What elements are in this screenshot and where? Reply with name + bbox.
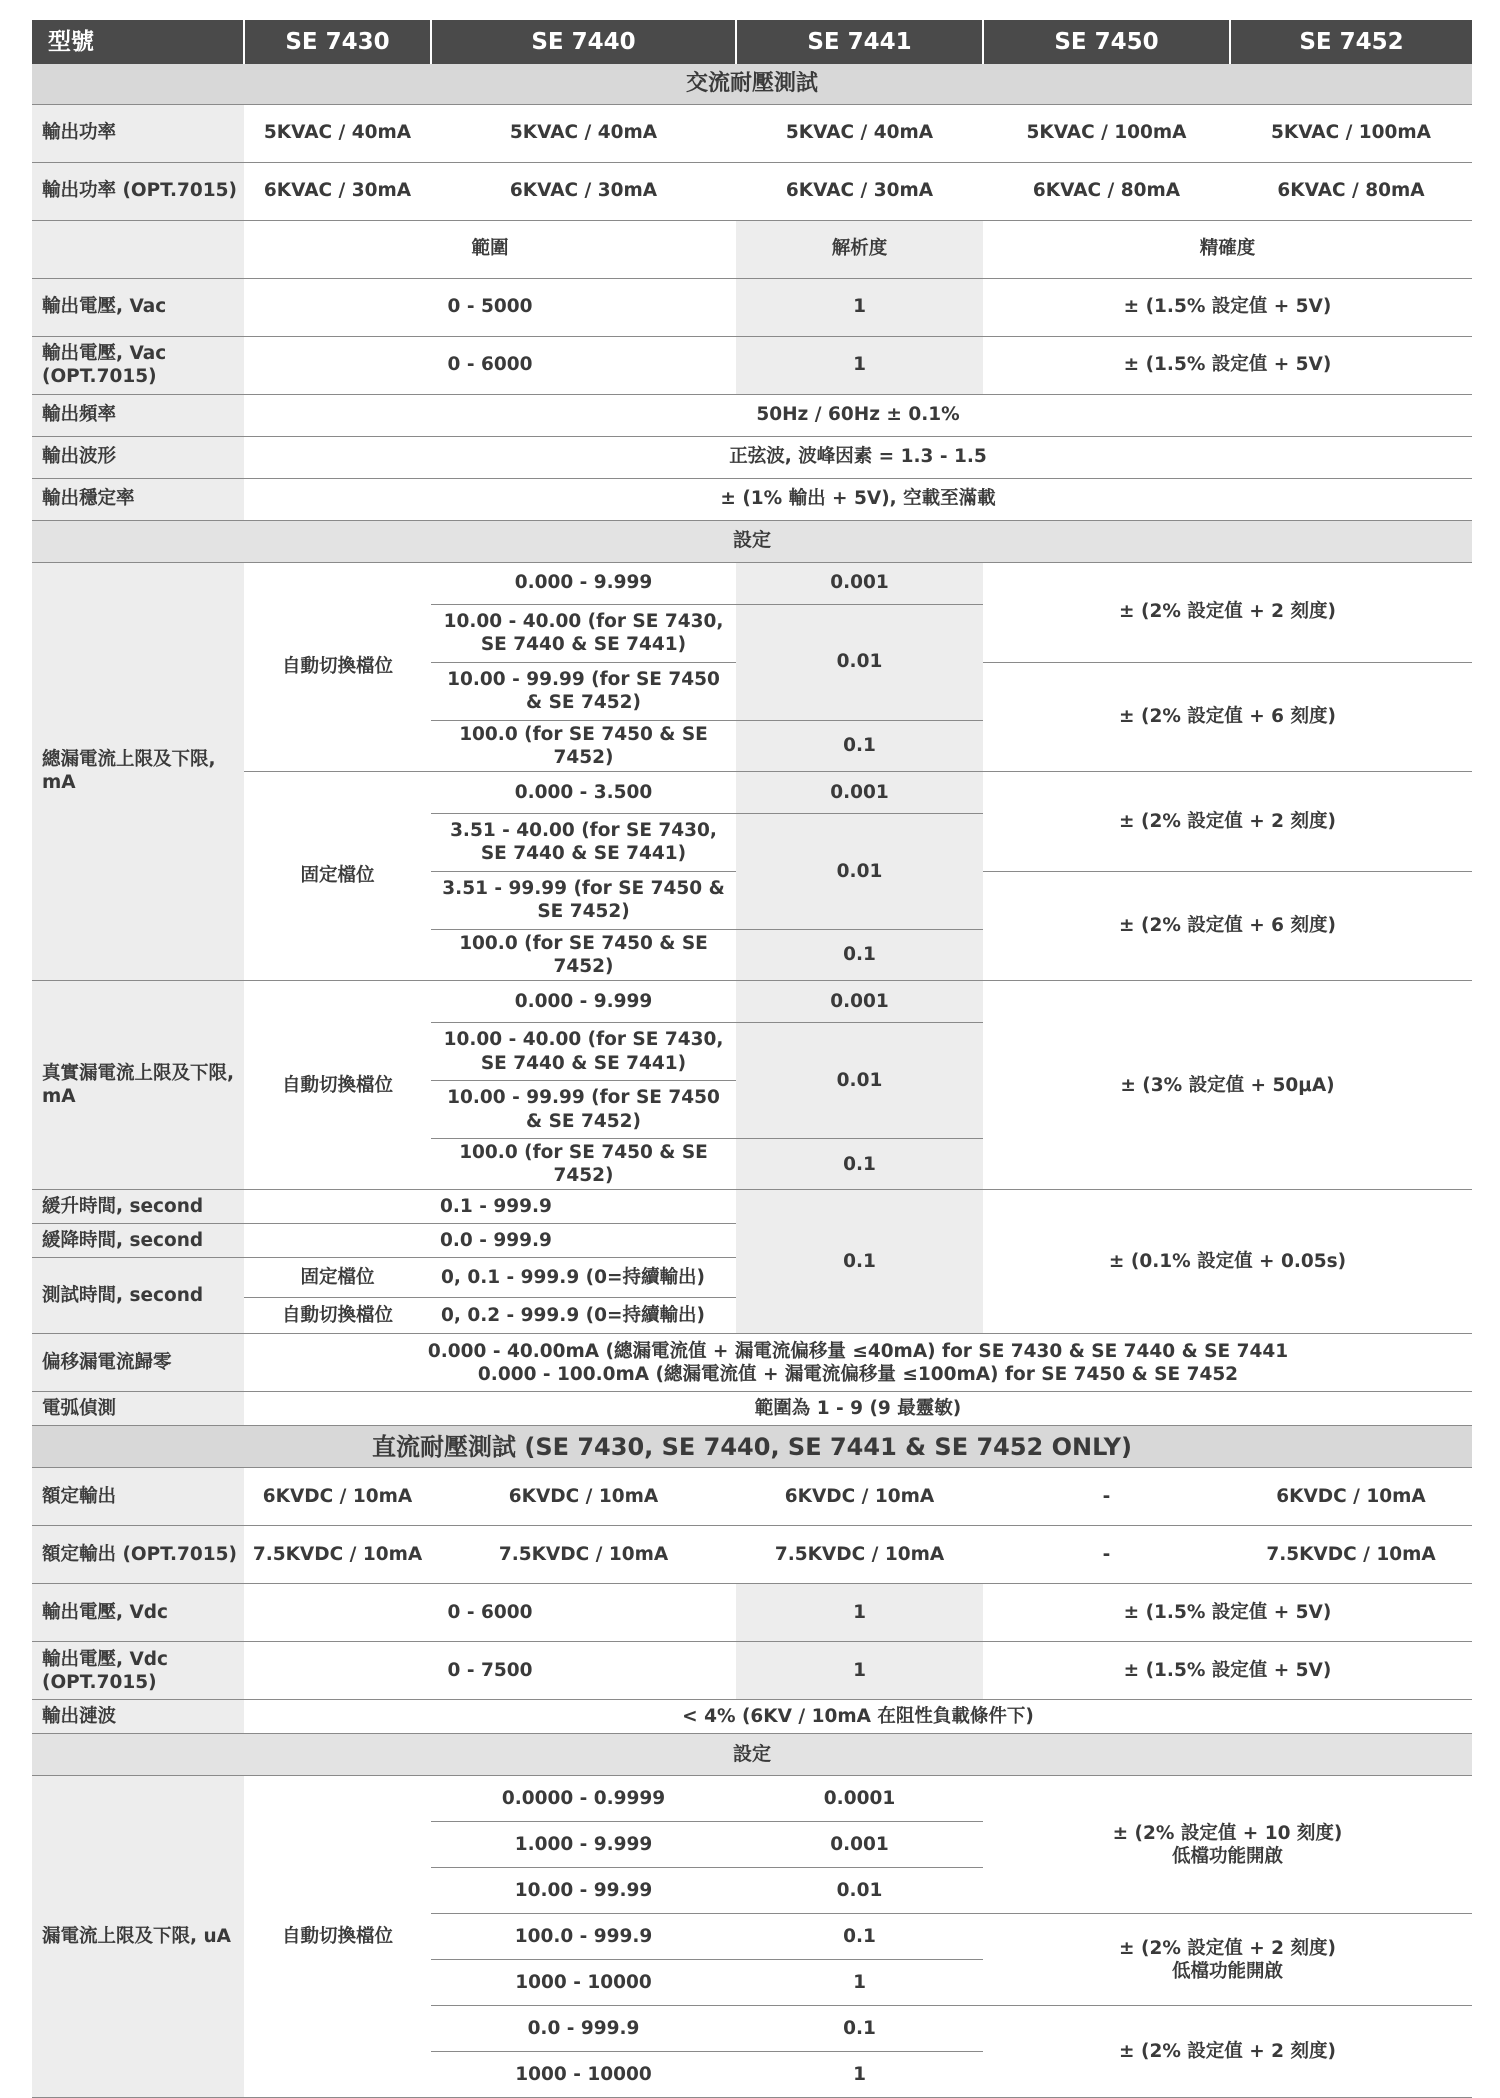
accuracy-value: ± (2% 設定值 + 2 刻度) <box>983 771 1472 871</box>
dc-voltage-opt-row <box>32 1642 1472 1700</box>
cell-value: 7.5KVDC / 10mA <box>736 1526 983 1584</box>
merged-value: < 4% (6KV / 10mA 在阻性負載條件下) <box>244 1700 1472 1734</box>
accuracy-value: ± (2% 設定值 + 2 刻度) <box>983 2006 1472 2098</box>
cell-value: 6KVAC / 30mA <box>431 162 736 220</box>
row-label: 輸出頻率 <box>32 394 244 436</box>
range-value: 0, 0.1 - 999.9 (0=持續輸出) <box>431 1258 736 1298</box>
row-label: 漏電流上限及下限, uA <box>32 1776 244 2098</box>
ac-waveform-row <box>32 436 1472 478</box>
range-value: 10.00 - 40.00 (for SE 7430, SE 7440 & SE 7441) <box>431 1023 736 1081</box>
accuracy-value: ± (0.1% 設定值 + 0.05s) <box>983 1190 1472 1334</box>
dc-output-row <box>32 1468 1472 1526</box>
resolution-value: 1 <box>736 1960 983 2006</box>
range-value: 0.000 - 3.500 <box>431 771 736 813</box>
range-value: 3.51 - 99.99 (for SE 7450 & SE 7452) <box>431 871 736 929</box>
ac-power-row <box>32 104 1472 162</box>
cell-value: 6KVAC / 30mA <box>736 162 983 220</box>
cell-value: 6KVDC / 10mA <box>244 1468 431 1526</box>
ac-section-title: 交流耐壓測試 <box>32 64 1472 104</box>
row-label: 電弧偵測 <box>32 1392 244 1426</box>
offset-row <box>32 1334 1472 1392</box>
cell-value: 5KVAC / 100mA <box>983 104 1230 162</box>
accuracy-line: 低檔功能開啟 <box>1171 1845 1283 1867</box>
ac-voltage-opt-row <box>32 336 1472 394</box>
resolution-value: 1 <box>736 1584 983 1642</box>
cell-value: - <box>983 1468 1230 1526</box>
fixed-range-label: 固定檔位 <box>244 1258 431 1298</box>
resolution-value: 0.1 <box>736 720 983 771</box>
range-value: 0 - 5000 <box>244 278 736 336</box>
resolution-value: 0.1 <box>736 1914 983 1960</box>
auto-range-label: 自動切換檔位 <box>244 1298 431 1334</box>
row-label: 輸出電壓, Vac (OPT.7015) <box>32 336 244 394</box>
model-se7441: SE 7441 <box>736 20 983 64</box>
offset-line-1: 0.000 - 40.00mA (總漏電流值 + 漏電流偏移量 ≤40mA) for SE 7430 & SE 7440 & SE 7441 <box>427 1340 1289 1362</box>
range-value: 1.000 - 9.999 <box>431 1822 736 1868</box>
range-value: 10.00 - 99.99 (for SE 7450 & SE 7452) <box>431 1081 736 1139</box>
ac-power-opt-row <box>32 162 1472 220</box>
dc-settings-title: 設定 <box>32 1734 1472 1776</box>
accuracy-line: ± (2% 設定值 + 2 刻度) <box>1119 1937 1336 1959</box>
row-label: 總漏電流上限及下限, mA <box>32 562 244 981</box>
row-label: 額定輸出 (OPT.7015) <box>32 1526 244 1584</box>
range-value: 0.1 - 999.9 <box>244 1190 736 1224</box>
offset-line-2: 0.000 - 100.0mA (總漏電流值 + 漏電流偏移量 ≤100mA) for SE 7450 & SE 7452 <box>477 1363 1239 1385</box>
range-value: 0.0 - 999.9 <box>244 1224 736 1258</box>
cell-value: 5KVAC / 40mA <box>736 104 983 162</box>
dc-leak-row <box>32 1776 1472 1822</box>
row-label: 測試時間, second <box>32 1258 244 1334</box>
model-se7440: SE 7440 <box>431 20 736 64</box>
row-label: 輸出波形 <box>32 436 244 478</box>
row-label: 緩升時間, second <box>32 1190 244 1224</box>
cell-value: 6KVDC / 10mA <box>736 1468 983 1526</box>
row-label: 真實漏電流上限及下限, mA <box>32 981 244 1190</box>
cell-value: 5KVAC / 100mA <box>1230 104 1472 162</box>
dc-section-title: 直流耐壓測試 (SE 7430, SE 7440, SE 7441 & SE 7452 ONLY) <box>32 1426 1472 1468</box>
model-label: 型號 <box>32 20 244 64</box>
merged-value: 正弦波, 波峰因素 = 1.3 - 1.5 <box>244 436 1472 478</box>
resolution-value: 0.001 <box>736 981 983 1023</box>
resolution-head: 解析度 <box>736 220 983 278</box>
range-value: 0.0000 - 0.9999 <box>431 1776 736 1822</box>
cell-value: 6KVAC / 80mA <box>983 162 1230 220</box>
fixed-range-label: 固定檔位 <box>244 771 431 980</box>
dc-ripple-row <box>32 1700 1472 1734</box>
resolution-value: 0.1 <box>736 929 983 980</box>
accuracy-value: ± (2% 設定值 + 6 刻度) <box>983 662 1472 771</box>
accuracy-value: ± (3% 設定值 + 50μA) <box>983 981 1472 1190</box>
accuracy-value: ± (1.5% 設定值 + 5V) <box>983 336 1472 394</box>
range-value: 0, 0.2 - 999.9 (0=持續輸出) <box>431 1298 736 1334</box>
accuracy-value: ± (2% 設定值 + 2 刻度) <box>983 562 1472 662</box>
resolution-value: 1 <box>736 1642 983 1700</box>
merged-value: 範圍為 1 - 9 (9 最靈敏) <box>244 1392 1472 1426</box>
resolution-value: 0.001 <box>736 1822 983 1868</box>
range-value: 0 - 6000 <box>244 1584 736 1642</box>
row-label: 輸出電壓, Vdc <box>32 1584 244 1642</box>
row-label: 輸出漣波 <box>32 1700 244 1734</box>
cell-value: 6KVAC / 80mA <box>1230 162 1472 220</box>
resolution-value: 0.1 <box>736 1190 983 1334</box>
cell-value: - <box>983 1526 1230 1584</box>
dc-voltage-row <box>32 1584 1472 1642</box>
empty-label <box>32 220 244 278</box>
cell-value: 5KVAC / 40mA <box>244 104 431 162</box>
model-se7450: SE 7450 <box>983 20 1230 64</box>
resolution-value: 0.01 <box>736 813 983 929</box>
accuracy-line: 低檔功能開啟 <box>1171 1960 1283 1982</box>
header-row <box>32 20 1472 64</box>
total-leak-row <box>32 562 1472 604</box>
resolution-value: 0.01 <box>736 1868 983 1914</box>
auto-range-label: 自動切換檔位 <box>244 1776 431 2098</box>
range-value: 3.51 - 40.00 (for SE 7430, SE 7440 & SE 7441) <box>431 813 736 871</box>
range-head: 範圍 <box>244 220 736 278</box>
ac-frequency-row <box>32 394 1472 436</box>
ramp-up-row <box>32 1190 1472 1224</box>
row-label: 偏移漏電流歸零 <box>32 1334 244 1392</box>
accuracy-value: ± (1.5% 設定值 + 5V) <box>983 1584 1472 1642</box>
cell-value: 7.5KVDC / 10mA <box>1230 1526 1472 1584</box>
cell-value: 6KVDC / 10mA <box>431 1468 736 1526</box>
cell-value: 7.5KVDC / 10mA <box>431 1526 736 1584</box>
accuracy-value: ± (1.5% 設定值 + 5V) <box>983 278 1472 336</box>
range-value: 1000 - 10000 <box>431 2052 736 2098</box>
ac-column-heads-row <box>32 220 1472 278</box>
cell-value: 6KVAC / 30mA <box>244 162 431 220</box>
row-label: 額定輸出 <box>32 1468 244 1526</box>
range-value: 0.000 - 9.999 <box>431 981 736 1023</box>
dc-output-opt-row <box>32 1526 1472 1584</box>
resolution-value: 0.01 <box>736 1023 983 1139</box>
row-label: 輸出電壓, Vdc (OPT.7015) <box>32 1642 244 1700</box>
range-value: 0 - 6000 <box>244 336 736 394</box>
range-value: 100.0 (for SE 7450 & SE 7452) <box>431 929 736 980</box>
spec-table <box>32 20 1472 2098</box>
accuracy-value <box>983 1914 1472 2006</box>
row-label: 輸出功率 <box>32 104 244 162</box>
ac-regulation-row <box>32 478 1472 520</box>
arc-row <box>32 1392 1472 1426</box>
range-value: 10.00 - 40.00 (for SE 7430, SE 7440 & SE 7441) <box>431 604 736 662</box>
accuracy-value: ± (2% 設定值 + 6 刻度) <box>983 871 1472 980</box>
resolution-value: 0.1 <box>736 1139 983 1190</box>
resolution-value: 1 <box>736 336 983 394</box>
auto-range-label: 自動切換檔位 <box>244 981 431 1190</box>
resolution-value: 1 <box>736 278 983 336</box>
auto-range-label: 自動切換檔位 <box>244 562 431 771</box>
merged-value <box>244 1334 1472 1392</box>
merged-value: 50Hz / 60Hz ± 0.1% <box>244 394 1472 436</box>
resolution-value: 0.1 <box>736 2006 983 2052</box>
accuracy-value: ± (1.5% 設定值 + 5V) <box>983 1642 1472 1700</box>
range-value: 0.0 - 999.9 <box>431 2006 736 2052</box>
real-leak-row <box>32 981 1472 1023</box>
merged-value: ± (1% 輸出 + 5V), 空載至滿載 <box>244 478 1472 520</box>
accuracy-value <box>983 1776 1472 1914</box>
row-label: 輸出功率 (OPT.7015) <box>32 162 244 220</box>
resolution-value: 0.01 <box>736 604 983 720</box>
resolution-value: 0.001 <box>736 562 983 604</box>
range-value: 10.00 - 99.99 <box>431 1868 736 1914</box>
total-leak-row <box>32 771 1472 813</box>
range-value: 100.0 (for SE 7450 & SE 7452) <box>431 720 736 771</box>
range-value: 100.0 (for SE 7450 & SE 7452) <box>431 1139 736 1190</box>
range-value: 10.00 - 99.99 (for SE 7450 & SE 7452) <box>431 662 736 720</box>
range-value: 0.000 - 9.999 <box>431 562 736 604</box>
model-se7430: SE 7430 <box>244 20 431 64</box>
range-value: 100.0 - 999.9 <box>431 1914 736 1960</box>
model-se7452: SE 7452 <box>1230 20 1472 64</box>
cell-value: 7.5KVDC / 10mA <box>244 1526 431 1584</box>
resolution-value: 0.001 <box>736 771 983 813</box>
cell-value: 5KVAC / 40mA <box>431 104 736 162</box>
accuracy-head: 精確度 <box>983 220 1472 278</box>
range-value: 1000 - 10000 <box>431 1960 736 2006</box>
resolution-value: 1 <box>736 2052 983 2098</box>
ac-settings-title: 設定 <box>32 520 1472 562</box>
accuracy-line: ± (2% 設定值 + 10 刻度) <box>1112 1822 1343 1844</box>
row-label: 輸出電壓, Vac <box>32 278 244 336</box>
range-value: 0 - 7500 <box>244 1642 736 1700</box>
row-label: 輸出穩定率 <box>32 478 244 520</box>
cell-value: 6KVDC / 10mA <box>1230 1468 1472 1526</box>
ac-voltage-row <box>32 278 1472 336</box>
resolution-value: 0.0001 <box>736 1776 983 1822</box>
row-label: 緩降時間, second <box>32 1224 244 1258</box>
